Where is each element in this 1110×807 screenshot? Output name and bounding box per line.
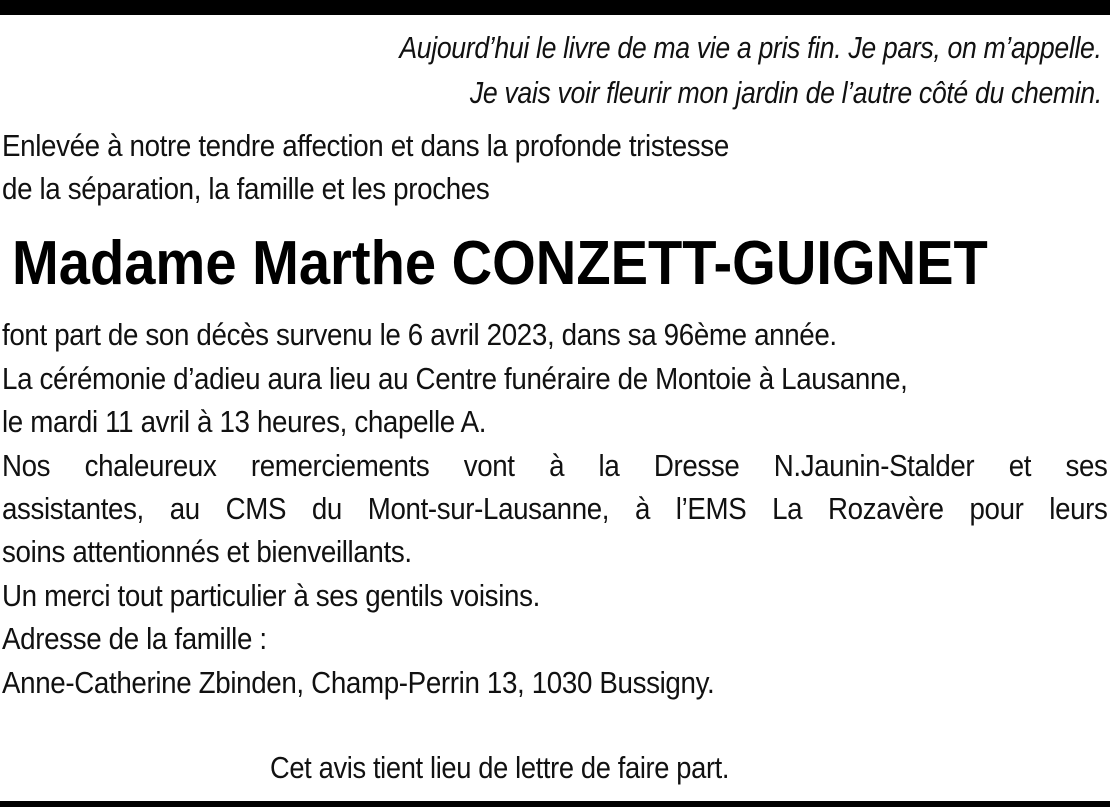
closing-notice: Cet avis tient lieu de lettre de faire part. xyxy=(270,750,730,785)
epigraph-line-1: Aujourd’hui le livre de ma vie a pris fin. Je pars, on m’appelle. xyxy=(399,30,1102,65)
bottom-border-rule xyxy=(0,801,1110,807)
thanks-line-1: Nos chaleureux remerciements vont à la Dresse N.Jaunin-Stalder et ses xyxy=(2,448,1108,483)
thanks-line-2: assistantes, au CMS du Mont-sur-Lausanne, à l’EMS La Rozavère pour leurs xyxy=(2,491,1108,526)
death-notice-text: font part de son décès survenu le 6 avril 2023, dans sa 96ème année. xyxy=(2,317,837,352)
intro-line-1: Enlevée à notre tendre affection et dans la profonde tristesse xyxy=(2,128,729,163)
top-border-rule xyxy=(0,0,1110,15)
ceremony-line-1: La cérémonie d’adieu aura lieu au Centre funéraire de Montoie à Lausanne, xyxy=(2,361,908,396)
deceased-name-heading: Madame Marthe CONZETT-GUIGNET xyxy=(12,229,988,298)
family-address-label: Adresse de la famille : xyxy=(2,621,267,656)
ceremony-line-2: le mardi 11 avril à 13 heures, chapelle A. xyxy=(2,404,487,439)
intro-line-2: de la séparation, la famille et les proches xyxy=(2,171,490,206)
thanks-line-3: soins attentionnés et bienveillants. xyxy=(2,534,412,569)
neighbors-thanks-text: Un merci tout particulier à ses gentils voisins. xyxy=(2,578,540,613)
epigraph-line-2: Je vais voir fleurir mon jardin de l’autre côté du chemin. xyxy=(469,75,1102,110)
family-address: Anne-Catherine Zbinden, Champ-Perrin 13, 1030 Bussigny. xyxy=(2,665,715,700)
